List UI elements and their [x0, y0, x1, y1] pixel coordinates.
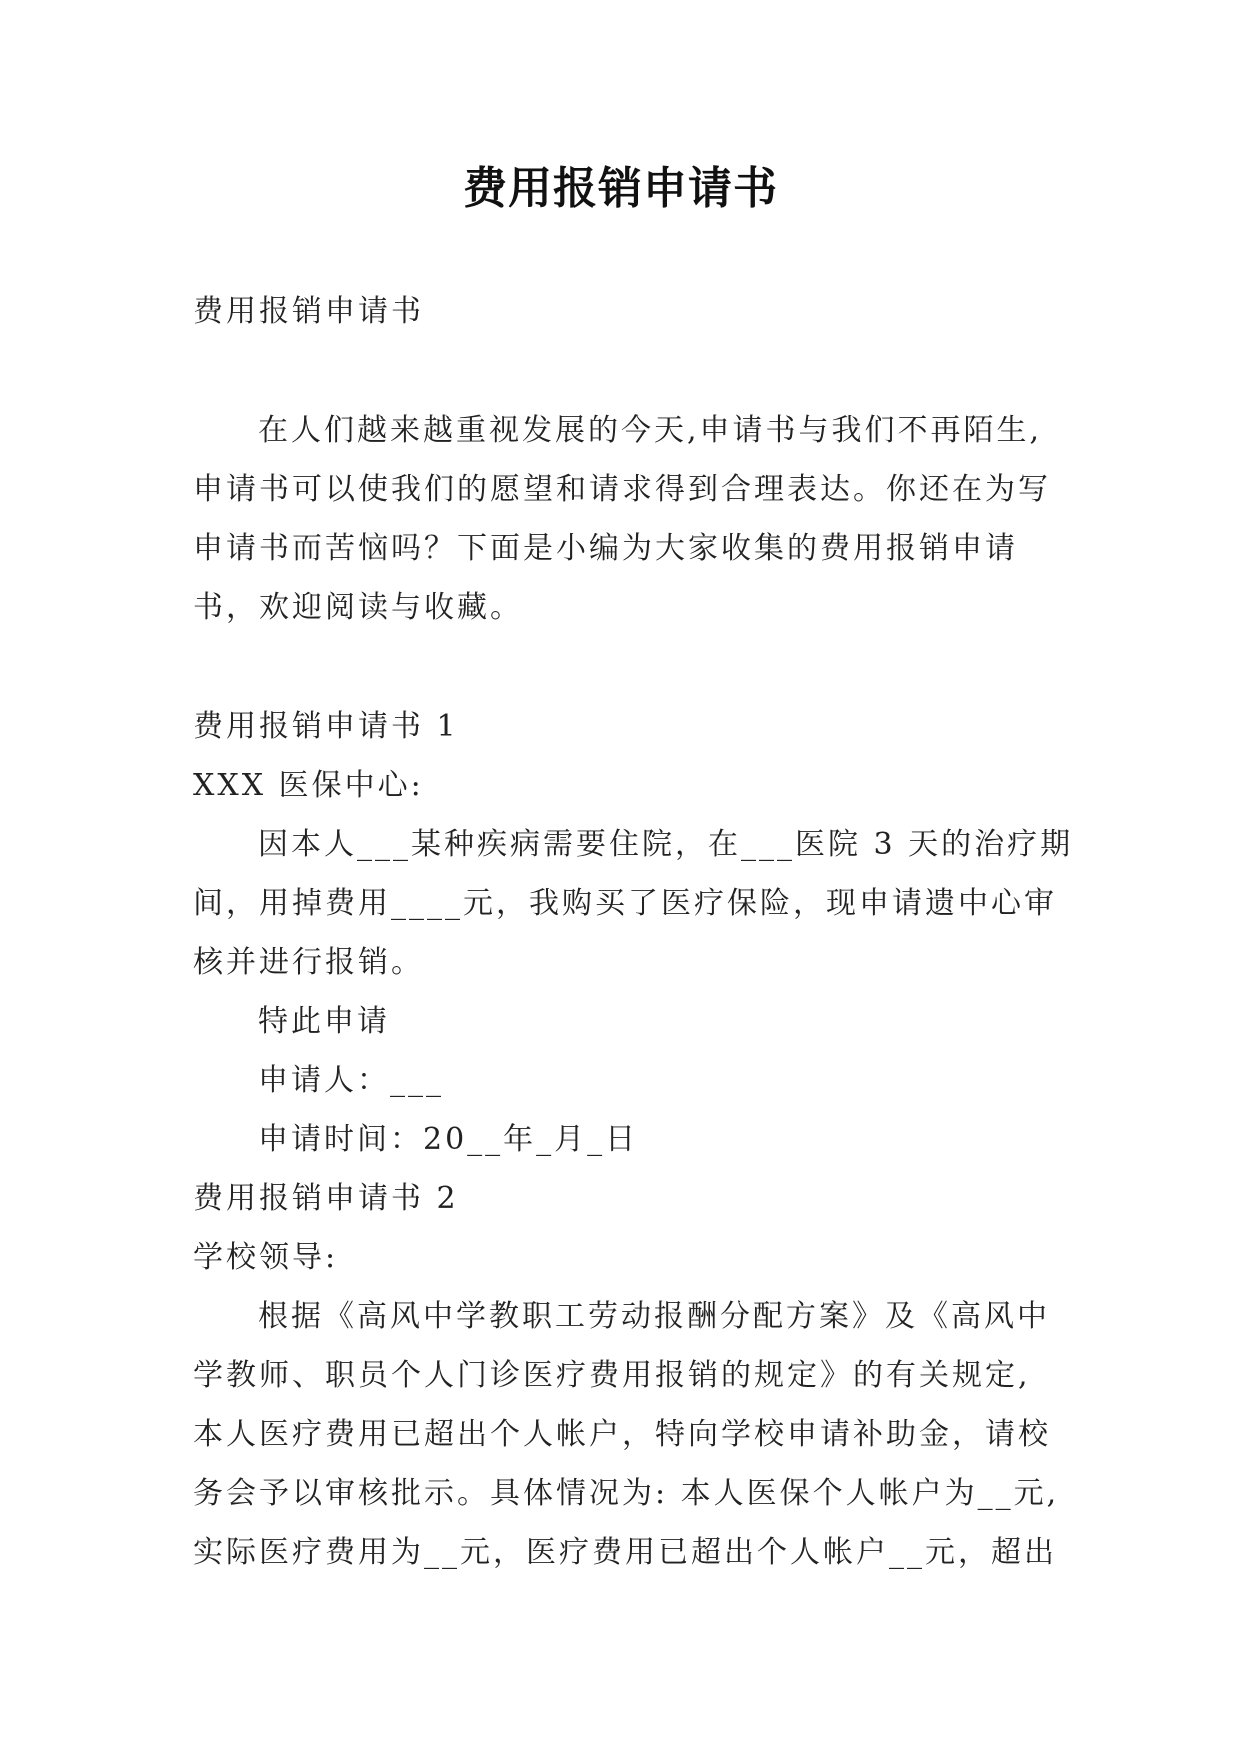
section-2	[193, 1169, 1060, 1582]
body-line: 实际医疗费用为__元，医疗费用已超出个人帐户__元，超出	[193, 1535, 1057, 1570]
document-body	[193, 282, 1074, 1582]
date-line: 申请时间：20__年_月_日	[258, 1122, 639, 1157]
salutation: 学校领导:	[193, 1240, 339, 1275]
section-heading: 费用报销申请书 1	[193, 709, 459, 744]
body-line: 核并进行报销。	[193, 945, 424, 980]
salutation: XXX 医保中心:	[193, 768, 424, 803]
intro-line: 申请书而苦恼吗？下面是小编为大家收集的费用报销申请	[193, 531, 1018, 566]
body-line: 因本人___某种疾病需要住院，在___医院 3 天的治疗期	[258, 827, 1074, 862]
body-line: 根据《高风中学教职工劳动报酬分配方案》及《高风中	[258, 1299, 1050, 1334]
intro-paragraph	[193, 401, 1053, 637]
section-heading: 费用报销申请书 2	[193, 1181, 459, 1216]
closing-line: 特此申请	[258, 1004, 390, 1039]
body-line: 间，用掉费用____元，我购买了医疗保险，现申请遗中心审	[193, 886, 1057, 921]
document-title: 费用报销申请书	[463, 163, 778, 214]
document-subtitle: 费用报销申请书	[193, 294, 424, 329]
section-1	[193, 697, 1074, 1169]
body-line: 本人医疗费用已超出个人帐户，特向学校申请补助金，请校	[193, 1417, 1051, 1452]
intro-line: 在人们越来越重视发展的今天,申请书与我们不再陌生,	[258, 413, 1043, 448]
intro-line: 申请书可以使我们的愿望和请求得到合理表达。你还在为写	[193, 472, 1051, 507]
applicant-line: 申请人：___	[258, 1063, 444, 1098]
body-line: 务会予以审核批示。具体情况为: 本人医保个人帐户为__元,	[193, 1476, 1060, 1511]
intro-line: 书，欢迎阅读与收藏。	[193, 590, 523, 625]
body-line: 学教师、职员个人门诊医疗费用报销的规定》的有关规定,	[193, 1358, 1031, 1393]
